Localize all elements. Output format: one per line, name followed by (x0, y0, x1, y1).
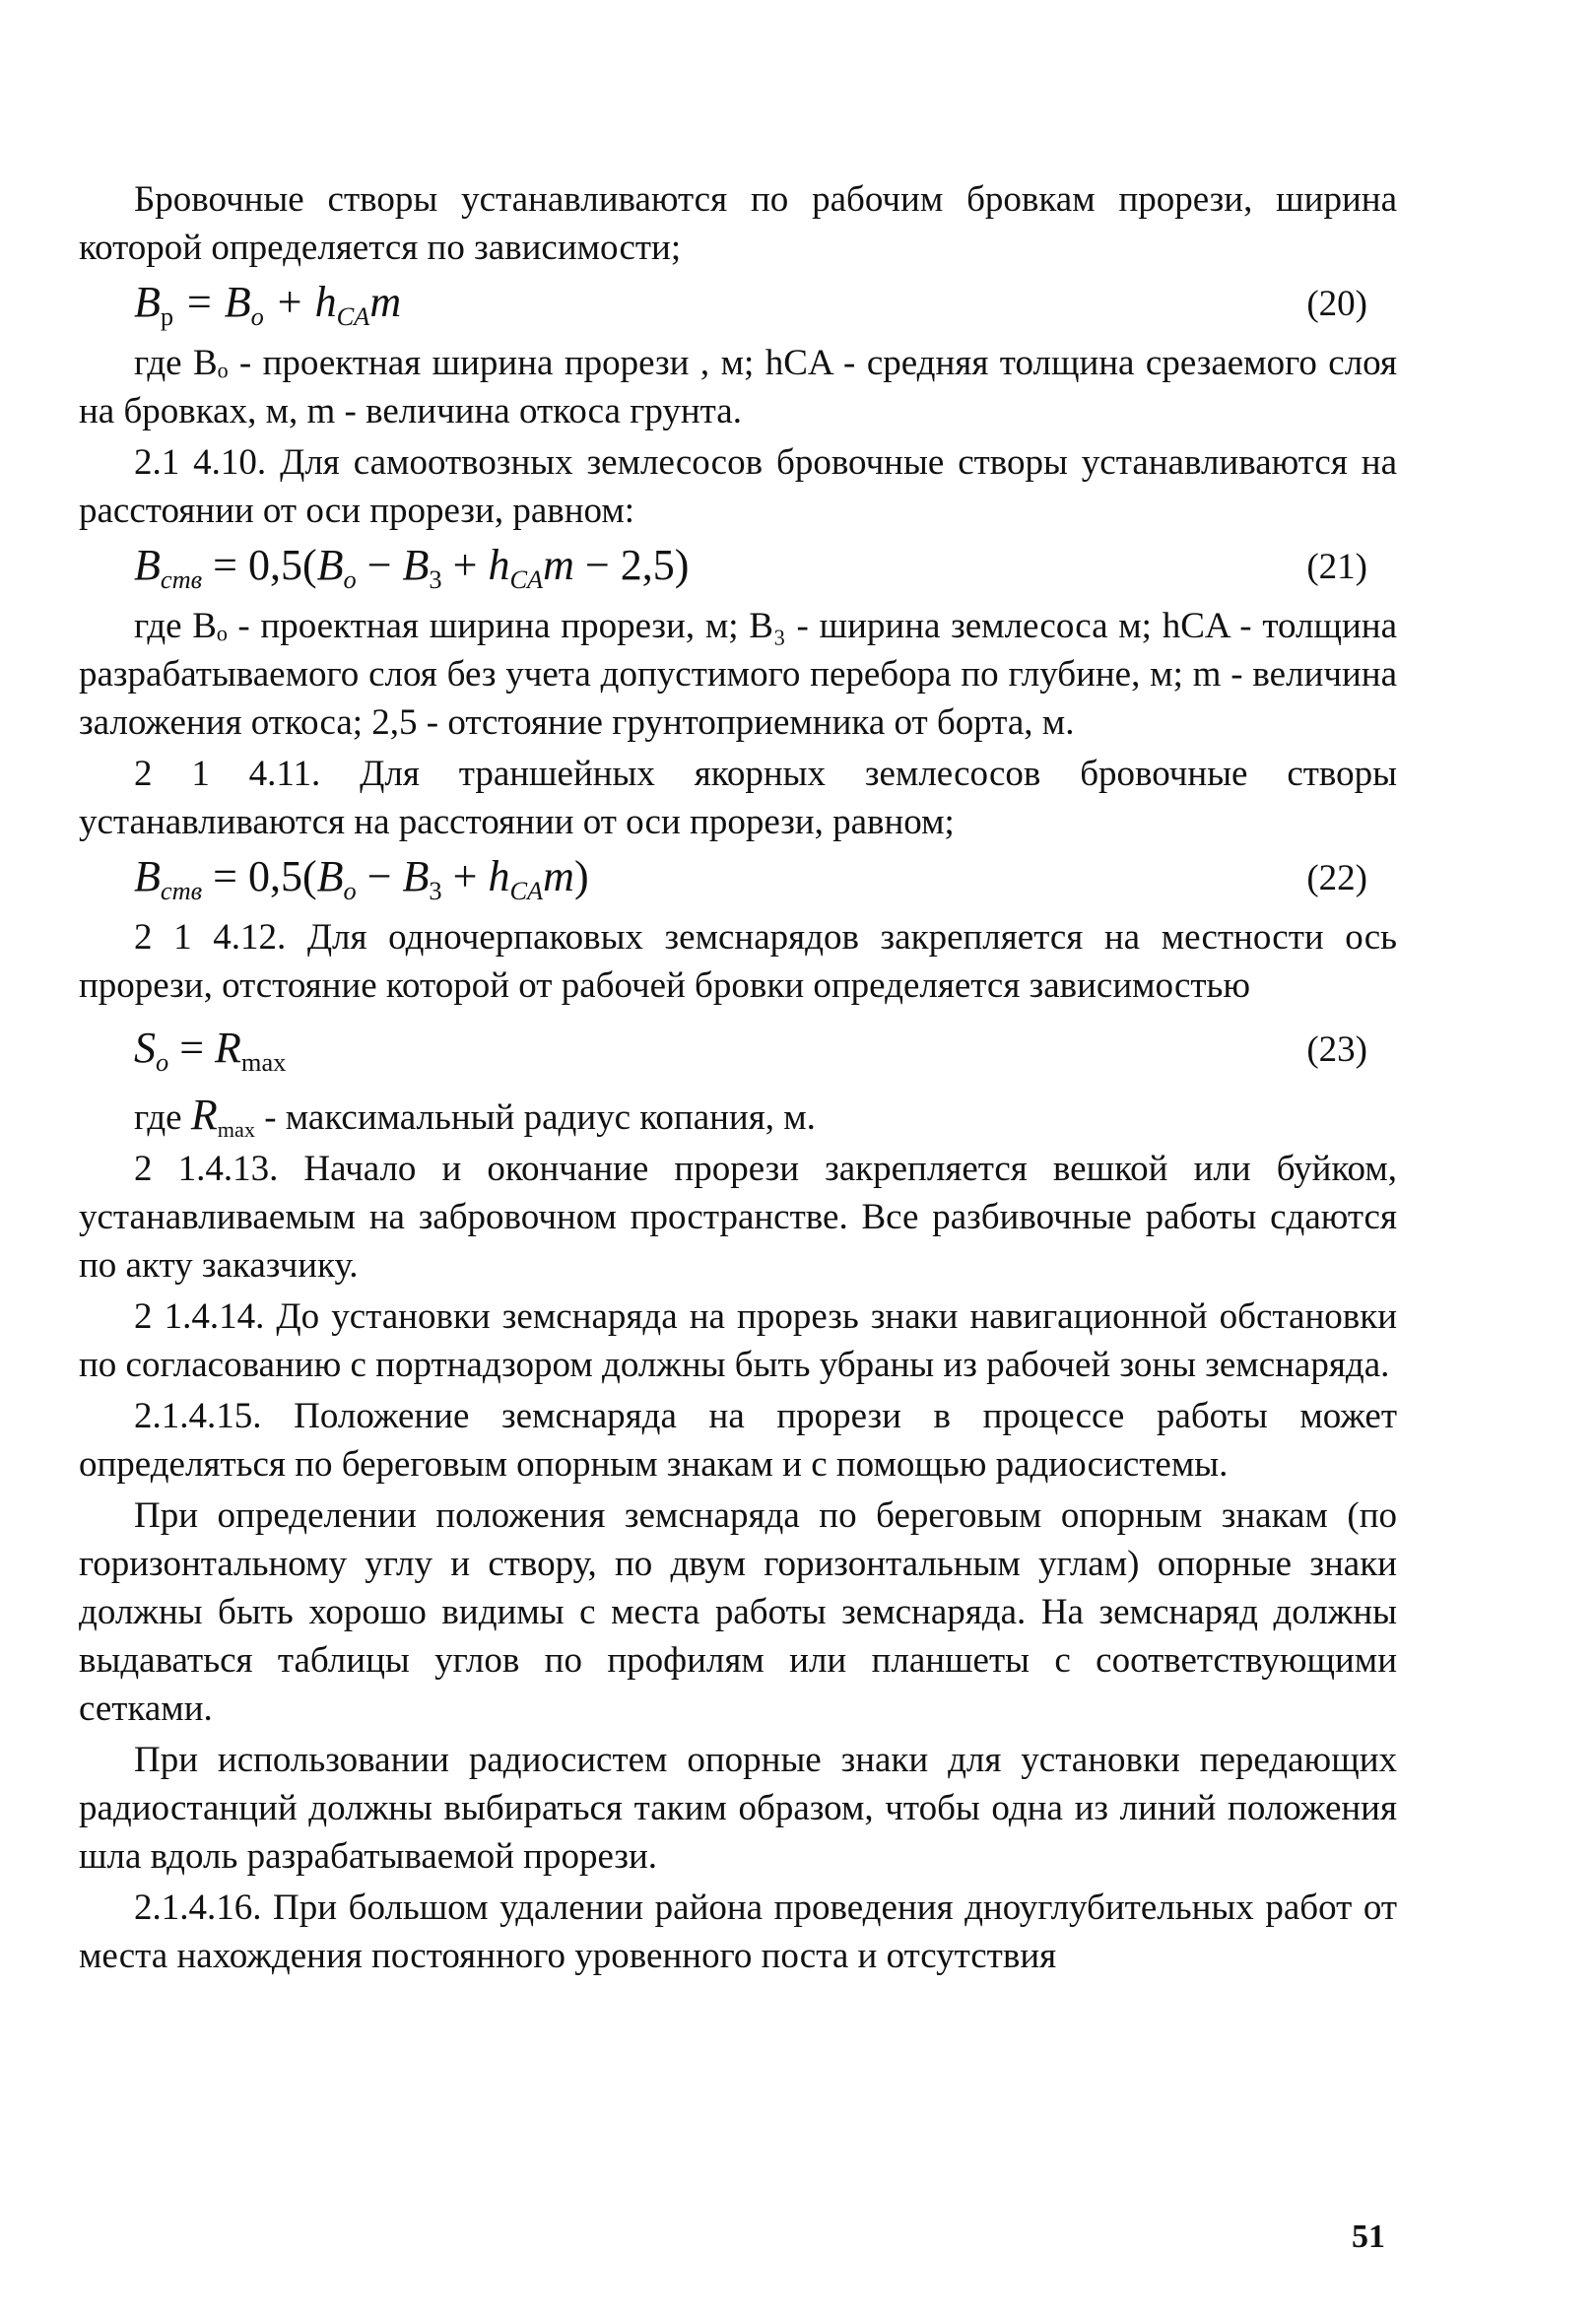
formula-23-number: (23) (1306, 1029, 1367, 1070)
paragraph-1: Бровочные створы устанавливаются по рабочим бровкам прорези, ширина которой определяется по зависимости; (79, 179, 1397, 268)
paragraph-2: где Bₒ - проектная ширина прорези , м; hCA - средняя толщина срезаемого слоя на бровках, м, m - величина откоса грунта. (79, 343, 1397, 431)
paragraph-4: где Bₒ - проектная ширина прорези, м; B₃ - ширина землесоса м; hCA - толщина разрабатываемого слоя без учета допустимого перебора по глубине, м; m - величина заложения откоса; 2,5 - отстояние грунтоприемника от борта, м. (79, 606, 1397, 743)
paragraph-10: 2.1.4.15. Положение земснаряда на прорези в процессе работы может определяться по береговым опорным знакам и с помощью радиосистемы. (79, 1396, 1397, 1485)
formula-23 (79, 1012, 1397, 1087)
page-number: 51 (1352, 2219, 1385, 2255)
paragraph-11: При определении положения земснаряда по береговым опорным знакам (по горизонтальному углу и створу, по двум горизонтальным углам) опорные знаки должны быть хорошо видимы с места работы земснаряда. На земснаряд должны выдаваться таблицы углов по профилям или планшеты с соответствующими сетками. (79, 1495, 1397, 1729)
formula-22-expression: $B_{ств} = 0,5(B_o - B_3 + h_{CA}m)$ (134, 852, 589, 906)
formula-22 (79, 848, 1397, 909)
paragraph-7 (79, 1091, 1397, 1142)
paragraph-3: 2.1 4.10. Для самоотвозных землесосов бровочные створы устанавливаются на расстоянии от оси прорези, равном: (79, 442, 1397, 531)
formula-21 (79, 537, 1397, 598)
paragraph-5: 2 1 4.11. Для траншейных якорных землесосов бровочные створы устанавливаются на расстоянии от оси прорези, равном; (79, 754, 1397, 842)
formula-20-number: (20) (1306, 284, 1367, 324)
formula-21-number: (21) (1306, 547, 1367, 587)
paragraph-8: 2 1.4.13. Начало и окончание прорези закрепляется вешкой или буйком, устанавливаемым на забровочном пространстве. Все разбивочные работы сдаются по акту заказчику. (79, 1149, 1397, 1286)
paragraph-12: При использовании радиосистем опорные знаки для установки передающих радиостанций должны выбираться таким образом, чтобы одна из линий положения шла вдоль разрабатываемой прорези. (79, 1740, 1397, 1877)
paragraph-7-subscript: max (217, 1116, 255, 1142)
paragraph-7-symbol: R (190, 1091, 218, 1139)
paragraph-7-prefix: где (134, 1097, 182, 1138)
paragraph-9: 2 1.4.14. До установки земснаряда на прорезь знаки навигационной обстановки по согласованию с портнадзором должны быть убраны из рабочей зоны земснаряда. (79, 1296, 1397, 1385)
paragraph-13: 2.1.4.16. При большом удалении района проведения дноуглубительных работ от места нахождения постоянного уровенного поста и отсутствия (79, 1888, 1397, 1976)
formula-21-expression: $B_{ств} = 0,5(B_o - B_3 + h_{CA}m - 2,5)$ (134, 541, 690, 595)
formula-23-expression: $S_o = R_{max}$ (134, 1024, 287, 1078)
paragraph-6: 2 1 4.12. Для одночерпаковых земснарядов закрепляется на местности ось прорези, отстояние которой от рабочей бровки определяется зависимостью (79, 917, 1397, 1006)
formula-20-expression: $B_р = B_o + h_{CA}m$ (134, 278, 402, 332)
paragraph-7-suffix: - максимальный радиус копания, м. (264, 1097, 816, 1138)
formula-20 (79, 274, 1397, 335)
formula-22-number: (22) (1306, 858, 1367, 898)
text-column (79, 175, 1397, 1980)
